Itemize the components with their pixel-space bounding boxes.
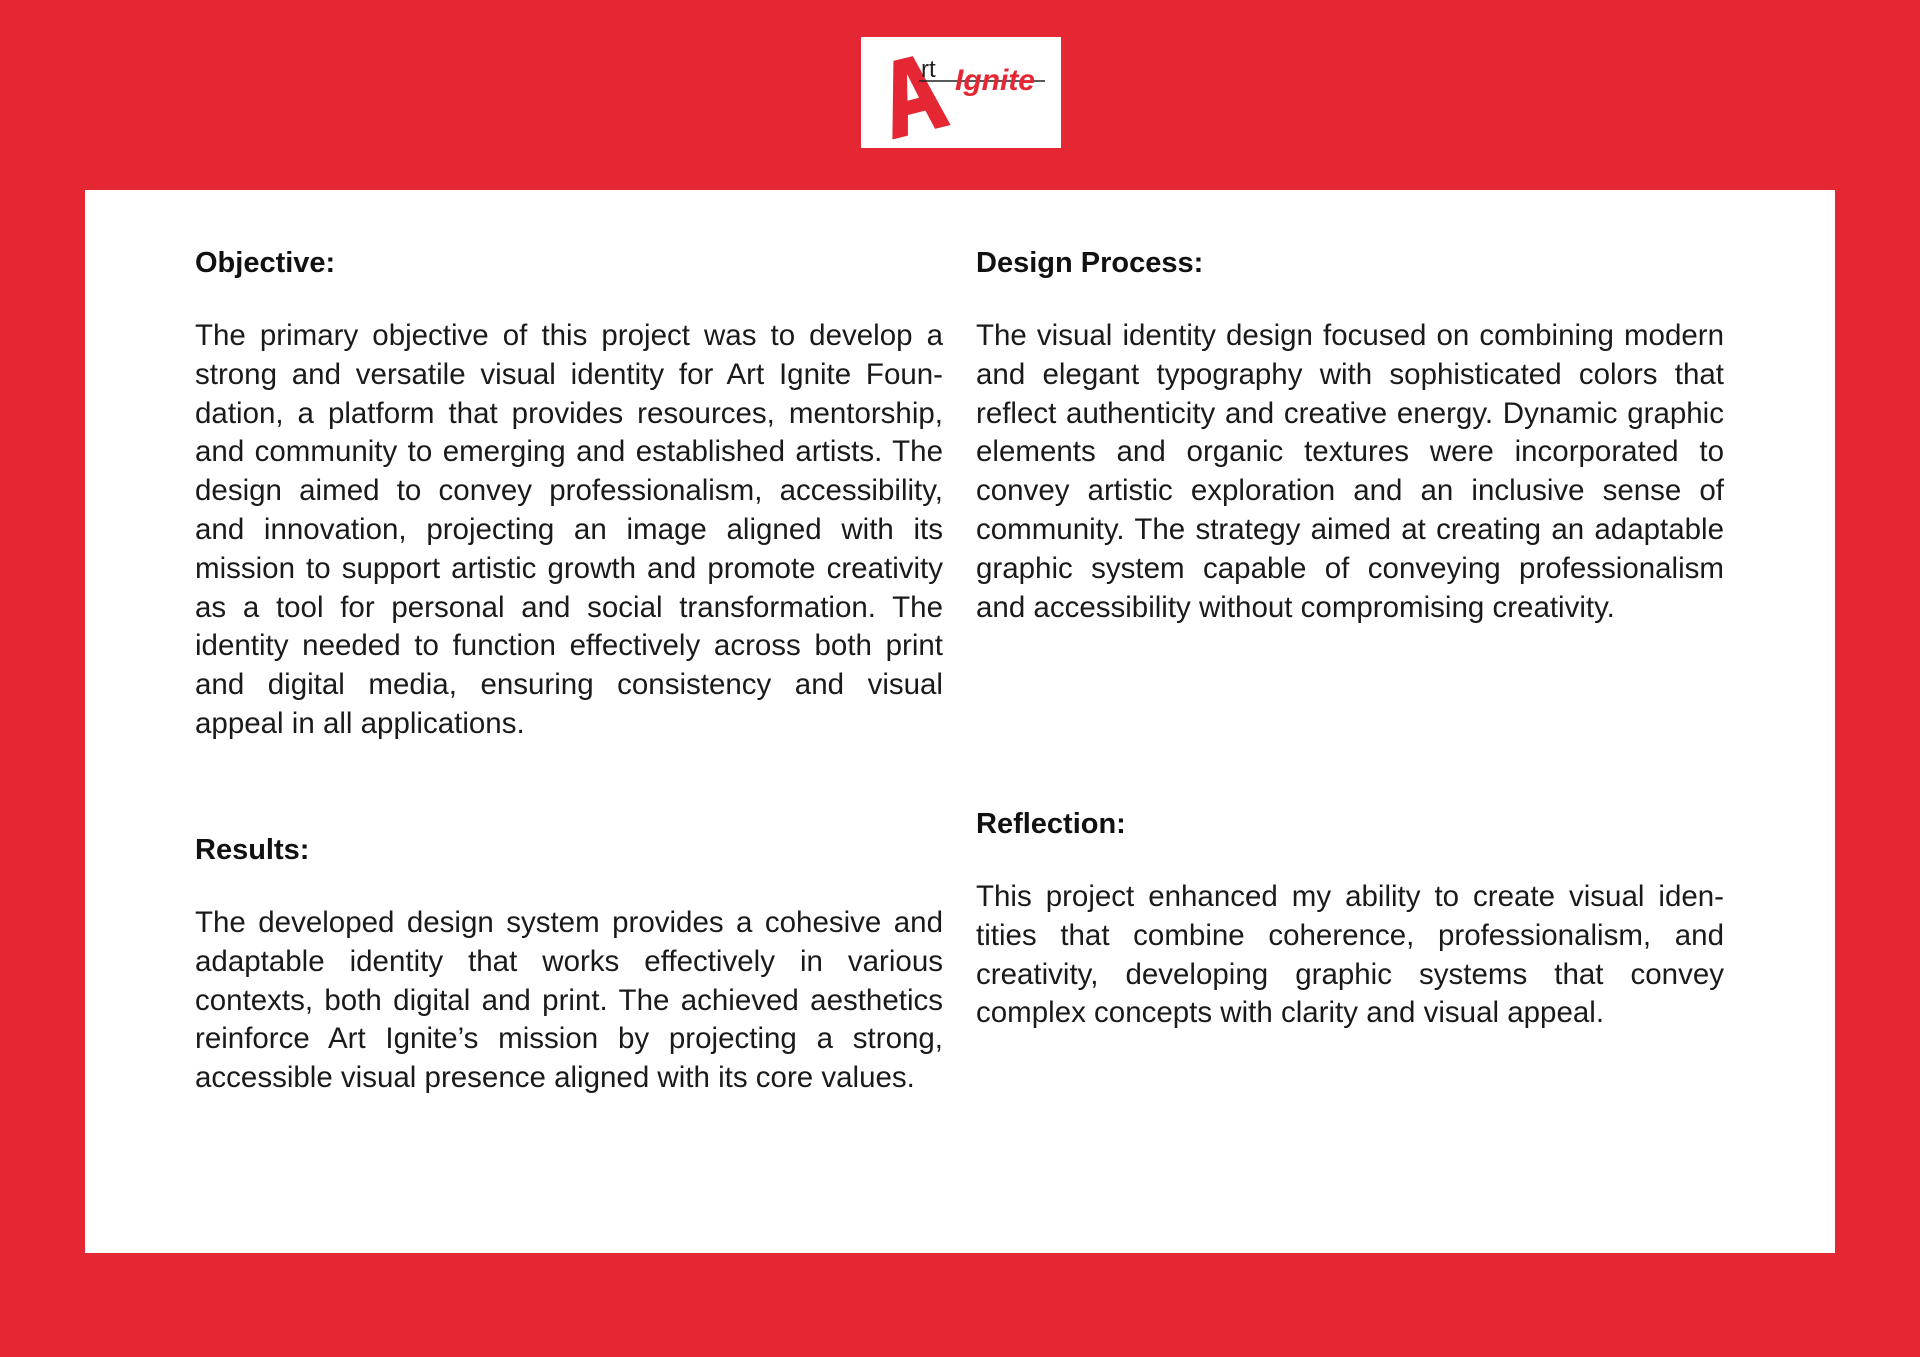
- objective-body: The primary objective of this project was to develop a strong and versatile visual identity for Art Ignite Foundation, a platform that provides resources, mentorship, and community to emerging and established artists. The design aimed to convey professionalism, accessibility, and innovation, projecting an image aligned with its mission to support artistic growth and promote creativity as a tool for personal and social transformation. The identity needed to function effectively across both print and digital media, ensuring consistency and visual appeal in all applications.: [195, 319, 943, 740]
- reflection-heading: Reflection:: [976, 808, 1126, 840]
- content-card: [85, 190, 1835, 1253]
- logo-ignite-text: Ignite: [955, 64, 1035, 97]
- logo-mark: [861, 37, 1061, 148]
- reflection-section: [976, 806, 1724, 1033]
- reflection-body: This project enhanced my ability to create visual identities that combine coherence, professionalism, and creativity, developing graphic systems that convey complex concepts with clarity and visual appeal.: [976, 880, 1724, 1030]
- objective-section: [195, 245, 943, 744]
- results-body: The developed design system provides a cohesive and adaptable identity that works effectively in various contexts, both digital and print. The achieved aesthetics reinforce Art Ignite’s mission by projecting a strong, accessible visual presence aligned with its core values.: [195, 906, 943, 1095]
- logo-rt-text: rt: [921, 56, 936, 83]
- results-section: [195, 832, 943, 1098]
- design-process-heading: Design Process:: [976, 247, 1204, 279]
- results-heading: Results:: [195, 834, 310, 866]
- objective-heading: Objective:: [195, 247, 336, 279]
- art-ignite-logo: [861, 37, 1061, 148]
- design-process-section: [976, 245, 1724, 627]
- logo-a-icon: [874, 51, 951, 139]
- design-process-body: The visual identity design focused on combining modern and elegant typography with sophisticated colors that reflect authenticity and creative energy. Dynamic graphic elements and organic textures were incorporated to convey artistic exploration and an inclusive sense of community. The strategy aimed at creating an adaptable graphic system capable of conveying professionalism and accessibility without compromising creativity.: [976, 319, 1724, 624]
